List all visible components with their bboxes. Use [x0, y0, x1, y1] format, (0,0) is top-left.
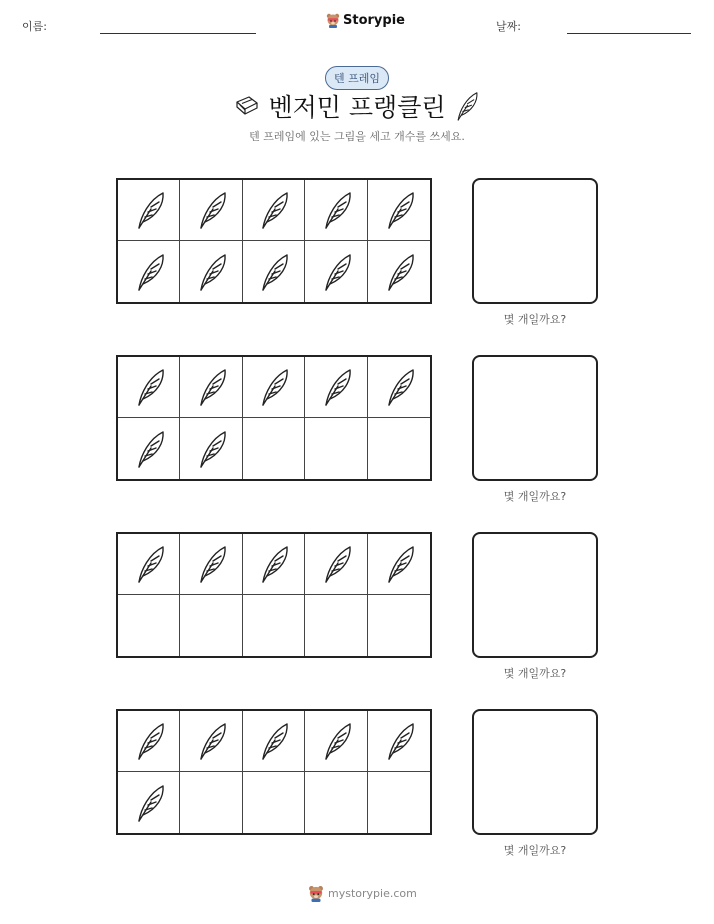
- ten-frame-cell: [243, 180, 305, 241]
- answer-box-4[interactable]: [472, 709, 598, 835]
- quill-feather-icon: [318, 367, 354, 407]
- instructions: 텐 프레임에 있는 그림을 세고 개수를 쓰세요.: [249, 130, 465, 143]
- name-label: 이름:: [22, 20, 47, 33]
- quill-feather-icon: [318, 190, 354, 230]
- quill-feather-icon: [381, 721, 417, 761]
- bear-mascot-icon: [308, 884, 324, 902]
- ten-frame-3: [116, 532, 432, 658]
- ten-frame-cell: [368, 241, 430, 302]
- quill-feather-icon: [318, 252, 354, 292]
- ten-frame-cell: [368, 418, 430, 479]
- quill-feather-icon: [193, 544, 229, 584]
- ten-frame-cell: [118, 711, 180, 772]
- topic-badge: 텐 프레임: [325, 66, 389, 90]
- worksheet-title: 벤저민 프랭클린: [268, 93, 446, 122]
- ten-frame-cell: [305, 772, 367, 833]
- ten-frame-cell: [180, 772, 242, 833]
- answer-question: 몇 개일까요?: [503, 844, 567, 857]
- quill-feather-icon: [255, 721, 291, 761]
- footer: [308, 884, 417, 902]
- ten-frame-cell: [180, 357, 242, 418]
- quill-feather-icon: [193, 721, 229, 761]
- quill-feather-icon: [255, 252, 291, 292]
- ten-frame-cell: [305, 595, 367, 656]
- ten-frame-cell: [118, 357, 180, 418]
- ten-frame-cell: [243, 418, 305, 479]
- quill-feather-icon: [131, 783, 167, 823]
- answer-box-2[interactable]: [472, 355, 598, 481]
- ten-frame-cell: [305, 180, 367, 241]
- quill-feather-icon: [381, 190, 417, 230]
- logo-text: Storypie: [343, 12, 405, 28]
- ten-frame-cell: [118, 241, 180, 302]
- answer-box-1[interactable]: [472, 178, 598, 304]
- ten-frame-cell: [180, 241, 242, 302]
- ten-frame-1: [116, 178, 432, 304]
- ten-frame-cell: [180, 180, 242, 241]
- ten-frame-4: [116, 709, 432, 835]
- quill-feather-icon: [381, 252, 417, 292]
- ten-frame-cell: [368, 595, 430, 656]
- ten-frame-cell: [243, 595, 305, 656]
- ten-frame-cell: [305, 418, 367, 479]
- quill-feather-icon: [131, 721, 167, 761]
- footer-url[interactable]: mystorypie.com: [328, 886, 417, 900]
- ten-frame-cell: [118, 534, 180, 595]
- ten-frame-2: [116, 355, 432, 481]
- ten-frame-cell: [243, 241, 305, 302]
- name-line[interactable]: [100, 33, 256, 34]
- quill-feather-icon: [131, 544, 167, 584]
- quill-feather-icon: [255, 190, 291, 230]
- quill-feather-icon: [131, 429, 167, 469]
- bear-mascot-icon: [326, 12, 340, 28]
- quill-feather-icon: [193, 190, 229, 230]
- ten-frame-cell: [368, 357, 430, 418]
- ten-frame-cell: [180, 595, 242, 656]
- quill-feather-icon: [255, 544, 291, 584]
- ten-frame-cell: [180, 534, 242, 595]
- ten-frame-cell: [305, 241, 367, 302]
- storypie-logo: [326, 12, 405, 28]
- ten-frame-cell: [368, 711, 430, 772]
- ten-frame-cell: [180, 418, 242, 479]
- ten-frame-cell: [305, 534, 367, 595]
- answer-question: 몇 개일까요?: [503, 490, 567, 503]
- quill-feather-icon: [131, 252, 167, 292]
- answer-box-3[interactable]: [472, 532, 598, 658]
- ten-frame-cell: [118, 595, 180, 656]
- quill-feather-icon: [193, 252, 229, 292]
- date-label: 날짜:: [496, 20, 521, 33]
- ten-frame-cell: [243, 772, 305, 833]
- ten-frame-cell: [243, 534, 305, 595]
- quill-feather-icon: [255, 367, 291, 407]
- quill-feather-icon: [318, 721, 354, 761]
- ten-frame-cell: [118, 418, 180, 479]
- ten-frame-cell: [368, 180, 430, 241]
- ten-frame-cell: [243, 357, 305, 418]
- ten-frame-cell: [368, 534, 430, 595]
- ten-frame-cell: [118, 180, 180, 241]
- quill-feather-icon: [131, 367, 167, 407]
- quill-feather-icon: [381, 544, 417, 584]
- ten-frame-cell: [180, 711, 242, 772]
- date-line[interactable]: [567, 33, 691, 34]
- quill-feather-icon: [318, 544, 354, 584]
- quill-feather-icon: [131, 190, 167, 230]
- quill-feather-icon: [452, 90, 480, 122]
- ten-frame-cell: [368, 772, 430, 833]
- ten-frame-cell: [305, 357, 367, 418]
- ten-frame-cell: [118, 772, 180, 833]
- answer-question: 몇 개일까요?: [503, 667, 567, 680]
- answer-question: 몇 개일까요?: [503, 313, 567, 326]
- ten-frame-cell: [305, 711, 367, 772]
- quill-feather-icon: [193, 429, 229, 469]
- quill-feather-icon: [193, 367, 229, 407]
- quill-feather-icon: [381, 367, 417, 407]
- ten-frame-cell: [243, 711, 305, 772]
